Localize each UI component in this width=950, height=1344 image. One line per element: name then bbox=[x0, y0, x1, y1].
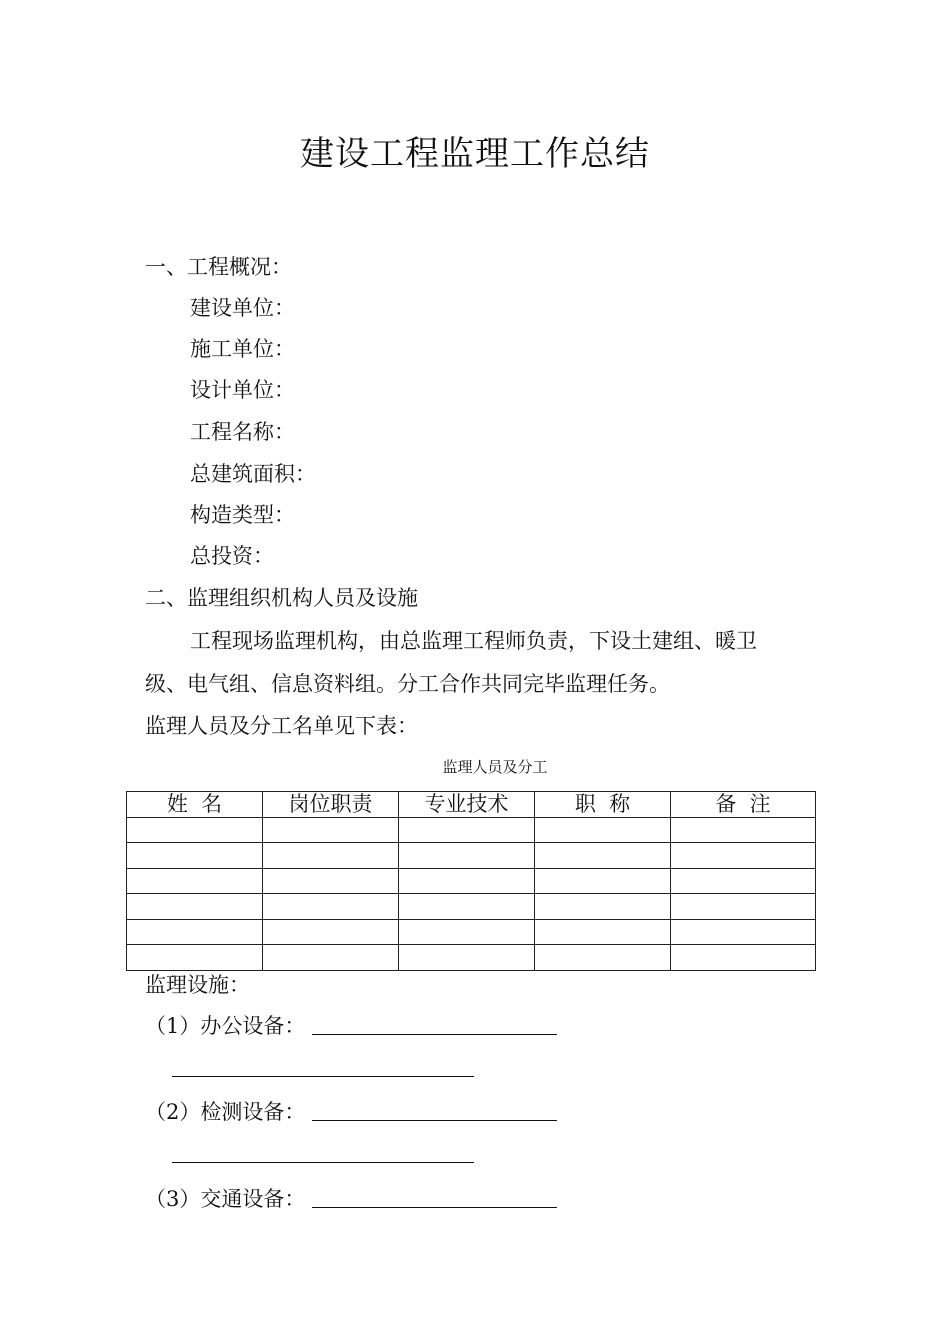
testing-equipment-label: （2）检测设备： bbox=[145, 1100, 306, 1124]
table-row bbox=[127, 945, 816, 971]
table-cell bbox=[535, 919, 671, 945]
table-cell bbox=[671, 868, 816, 894]
table-cell bbox=[535, 945, 671, 971]
table-cell bbox=[399, 894, 535, 920]
table-cell bbox=[535, 894, 671, 920]
header-remarks: 备 注 bbox=[671, 792, 816, 818]
table-caption: 监理人员及分工 bbox=[442, 758, 548, 776]
table-cell bbox=[263, 868, 399, 894]
table-cell bbox=[399, 817, 535, 843]
staff-list-intro: 监理人员及分工名单见下表： bbox=[145, 714, 418, 738]
document-title: 建设工程监理工作总结 bbox=[300, 134, 650, 174]
field-design-unit: 设计单位： bbox=[190, 378, 295, 402]
header-name: 姓 名 bbox=[127, 792, 263, 818]
table-cell bbox=[535, 868, 671, 894]
office-equipment-label: （1）办公设备： bbox=[145, 1014, 306, 1038]
table-cell bbox=[671, 817, 816, 843]
testing-equipment-blank-line-2 bbox=[172, 1162, 474, 1163]
field-construction-unit: 建设单位： bbox=[190, 296, 295, 320]
table-cell bbox=[127, 843, 263, 869]
table-row bbox=[127, 894, 816, 920]
field-structure-type: 构造类型： bbox=[190, 503, 295, 527]
section1-heading: 一、工程概况： bbox=[145, 255, 292, 279]
office-equipment-blank-line-2 bbox=[172, 1076, 474, 1077]
table-cell bbox=[671, 894, 816, 920]
table-cell bbox=[399, 868, 535, 894]
table-cell bbox=[127, 868, 263, 894]
table-cell bbox=[263, 817, 399, 843]
table-header-row bbox=[127, 792, 816, 818]
table-cell bbox=[263, 843, 399, 869]
table-cell bbox=[399, 945, 535, 971]
transport-equipment-label: （3）交通设备： bbox=[145, 1187, 306, 1211]
section2-paragraph-line2: 级、电气组、信息资料组。分工合作共同完毕监理任务。 bbox=[145, 672, 670, 696]
table-cell bbox=[671, 919, 816, 945]
transport-equipment-blank-line bbox=[312, 1207, 557, 1208]
table-cell bbox=[263, 919, 399, 945]
header-title: 职 称 bbox=[535, 792, 671, 818]
table-cell bbox=[399, 919, 535, 945]
header-specialty: 专业技术 bbox=[399, 792, 535, 818]
table-cell bbox=[671, 945, 816, 971]
section2-paragraph-line1: 工程现场监理机构，由总监理工程师负责，下设土建组、暖卫 bbox=[190, 629, 757, 653]
field-total-investment: 总投资： bbox=[190, 544, 274, 568]
section2-heading: 二、监理组织机构人员及设施 bbox=[145, 586, 418, 610]
header-duty: 岗位职责 bbox=[263, 792, 399, 818]
facilities-heading: 监理设施： bbox=[145, 973, 250, 997]
field-total-area: 总建筑面积： bbox=[190, 462, 316, 486]
table-cell bbox=[127, 817, 263, 843]
table-cell bbox=[127, 894, 263, 920]
table-cell bbox=[671, 843, 816, 869]
table-cell bbox=[535, 817, 671, 843]
table-cell bbox=[399, 843, 535, 869]
office-equipment-blank-line bbox=[312, 1034, 557, 1035]
table-cell bbox=[263, 894, 399, 920]
table-cell bbox=[127, 919, 263, 945]
testing-equipment-blank-line bbox=[312, 1120, 557, 1121]
table-cell bbox=[127, 945, 263, 971]
table-row bbox=[127, 919, 816, 945]
table-cell bbox=[535, 843, 671, 869]
table-row bbox=[127, 817, 816, 843]
table-row bbox=[127, 843, 816, 869]
table-cell bbox=[263, 945, 399, 971]
staff-table bbox=[126, 791, 816, 971]
table-row bbox=[127, 868, 816, 894]
field-project-name: 工程名称： bbox=[190, 420, 295, 444]
field-builder-unit: 施工单位： bbox=[190, 337, 295, 361]
